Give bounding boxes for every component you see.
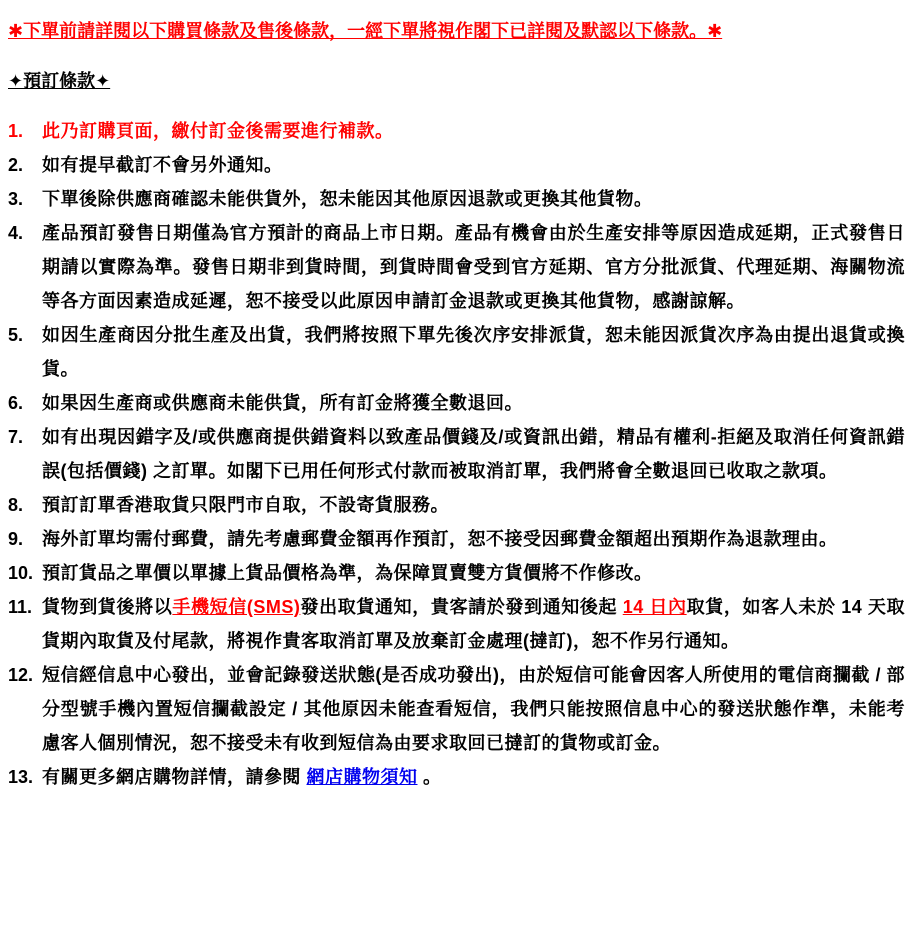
term-item-2: [8, 148, 905, 182]
term-text-segment: 發出取貨通知，貴客請於發到通知後起: [300, 597, 623, 617]
term-item-13: [8, 760, 905, 794]
term-text-segment: 預訂訂單香港取貨只限門市自取，不設寄貨服務。: [42, 495, 449, 515]
term-number: 12.: [8, 665, 34, 685]
term-item-7: [8, 420, 905, 488]
term-text-segment: 短信經信息中心發出，並會記錄發送狀態(是否成功發出)，由於短信可能會因客人所使用的電信商攔截 / 部分型號手機內置短信攔截設定 / 其他原因未能查看短信，我們只能按照信息中心的發送狀態作準，未能考慮客人個別情況，恕不接受未有收到短信為由要求取回已撻訂的貨物或訂金。: [42, 665, 905, 753]
term-number: 11.: [8, 597, 33, 617]
term-text-segment: 如有出現因錯字及/或供應商提供錯資料以致產品價錢及/或資訊出錯，精品有權利-拒絕及取消任何資訊錯誤(包括價錢) 之訂單。如閣下已用任何形式付款而被取消訂單，我們將會全數退回已收取之款項。: [42, 427, 905, 481]
highlighted-red-text: 手機短信(SMS): [172, 597, 301, 617]
term-item-9: [8, 522, 905, 556]
term-text: [42, 658, 905, 760]
term-number: 13.: [8, 767, 34, 787]
term-text: [42, 556, 905, 590]
term-text: [42, 216, 905, 318]
term-text: [42, 114, 905, 148]
term-text: [42, 760, 905, 794]
term-text-segment: 取貨，如客人未於 14 天取貨期內取貨及付尾款，將視作貴客取消訂單及放棄訂金處理(撻訂)，恕不作另行通知。: [42, 597, 906, 651]
term-number: 6.: [8, 393, 24, 413]
term-text: [42, 488, 905, 522]
term-number: 8.: [8, 495, 24, 515]
terms-list: [8, 114, 905, 794]
term-item-12: [8, 658, 905, 760]
term-text: [42, 420, 905, 488]
term-item-6: [8, 386, 905, 420]
shop-guide-link[interactable]: 網店購物須知: [306, 767, 418, 787]
term-number: 5.: [8, 325, 24, 345]
term-number: 10.: [8, 563, 34, 583]
term-number: 1.: [8, 121, 24, 141]
term-text-segment: 下單後除供應商確認未能供貨外，恕未能因其他原因退款或更換其他貨物。: [42, 189, 653, 209]
term-text-segment: 如因生產商因分批生產及出貨，我們將按照下單先後次序安排派貨，恕未能因派貨次序為由提出退貨或換貨。: [42, 325, 905, 379]
term-text: [42, 386, 905, 420]
term-item-1: [8, 114, 905, 148]
term-text-segment: 貨物到貨後將以: [42, 597, 173, 617]
term-text-segment: 產品預訂發售日期僅為官方預計的商品上市日期。產品有機會由於生產安排等原因造成延期，正式發售日期請以實際為準。發售日期非到貨時間，到貨時間會受到官方延期、官方分批派貨、代理延期、海關物流等各方面因素造成延遲，恕不接受以此原因申請訂金退款或更換其他貨物，感謝諒解。: [42, 223, 905, 311]
term-text: [42, 318, 905, 386]
term-text: [42, 148, 905, 182]
term-number: 3.: [8, 189, 24, 209]
term-text: [42, 182, 905, 216]
term-item-10: [8, 556, 905, 590]
section-title-preorder-terms: ✦預訂條款✦: [8, 71, 111, 91]
term-text-segment: 預訂貨品之單價以單據上貨品價格為準，為保障買賣雙方貨價將不作修改。: [42, 563, 653, 583]
term-number: 9.: [8, 529, 24, 549]
term-item-4: [8, 216, 905, 318]
purchase-warning-banner: ✱下單前請詳閱以下購買條款及售後條款，一經下單將視作閣下已詳閱及默認以下條款。✱: [8, 21, 723, 41]
term-text: [42, 590, 905, 658]
term-item-3: [8, 182, 905, 216]
term-text-segment: 如有提早截訂不會另外通知。: [42, 155, 283, 175]
term-number: 4.: [8, 223, 24, 243]
term-text-segment: 如果因生產商或供應商未能供貨，所有訂金將獲全數退回。: [42, 393, 523, 413]
term-number: 7.: [8, 427, 24, 447]
term-item-8: [8, 488, 905, 522]
term-text: [42, 522, 905, 556]
term-text-segment: 海外訂單均需付郵費，請先考慮郵費金額再作預訂，恕不接受因郵費金額超出預期作為退款理由。: [42, 529, 838, 549]
highlighted-red-text: 14 日內: [622, 597, 687, 617]
term-text-segment: 此乃訂購頁面，繳付訂金後需要進行補款。: [42, 121, 394, 141]
term-item-5: [8, 318, 905, 386]
term-item-11: [8, 590, 905, 658]
term-text-segment: 有關更多網店購物詳情，請參閱: [42, 767, 307, 787]
term-number: 2.: [8, 155, 24, 175]
term-text-segment: 。: [417, 767, 442, 787]
